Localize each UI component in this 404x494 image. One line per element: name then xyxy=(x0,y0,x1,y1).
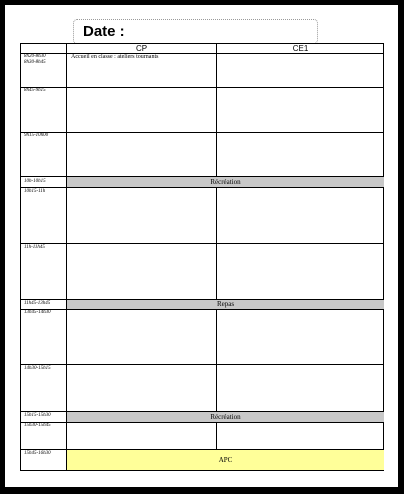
time-label: 15h30-15h45 xyxy=(24,423,51,428)
date-field[interactable] xyxy=(73,19,318,44)
cp-ce1-divider xyxy=(216,309,217,411)
row-line xyxy=(21,132,383,133)
time-label: 10h-10h15 xyxy=(24,179,46,184)
time-label: 9h15-10h00 xyxy=(24,133,49,138)
recreation-band xyxy=(67,176,384,188)
apc-label: APC xyxy=(218,456,233,464)
row-line xyxy=(21,87,383,88)
schedule-page xyxy=(5,5,398,487)
time-label: 8h30-8h45 xyxy=(24,60,46,65)
welcome-activity-text: Accueil en classe : ateliers tournants xyxy=(71,54,159,60)
time-label: 13h45-14h30 xyxy=(24,310,51,315)
column-header-ce1: CE1 xyxy=(292,44,309,53)
recreation-label: Récréation xyxy=(210,413,241,421)
lunch-band xyxy=(67,299,384,310)
row-line xyxy=(21,364,383,365)
row-line xyxy=(21,243,383,244)
lunch-label: Repas xyxy=(216,300,235,308)
time-column-divider xyxy=(66,44,67,470)
time-label: 14h30-15h15 xyxy=(24,366,51,371)
time-label: 11h45-13h45 xyxy=(24,301,51,306)
time-label: 8h20-8h30 xyxy=(24,54,46,59)
time-label: 15h45-16h30 xyxy=(24,451,51,456)
date-label: Date : xyxy=(83,23,125,40)
recreation-band xyxy=(67,411,384,423)
apc-band xyxy=(67,450,384,470)
time-label: 8h45-9h15 xyxy=(24,88,46,93)
time-label: 10h15-11h xyxy=(24,189,46,194)
schedule-table xyxy=(20,43,384,471)
cp-ce1-divider xyxy=(216,422,217,449)
time-label: 15h15-15h30 xyxy=(24,413,51,418)
time-label: 11h-11h45 xyxy=(24,245,45,250)
column-header-cp: CP xyxy=(135,44,148,53)
cp-ce1-divider xyxy=(216,44,217,176)
recreation-label: Récréation xyxy=(210,178,241,186)
